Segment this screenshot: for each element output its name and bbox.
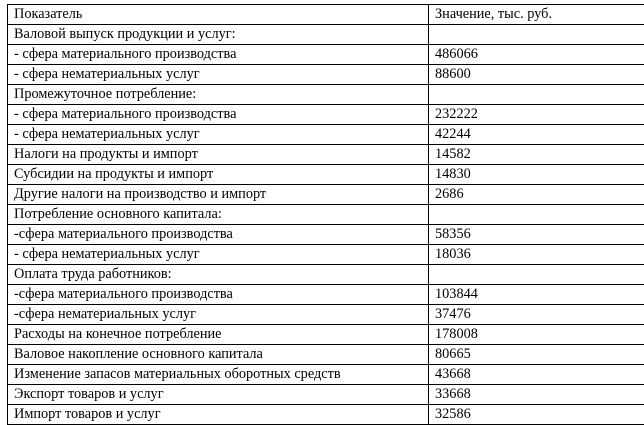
row-label-cell: -сфера материального производства: [8, 285, 429, 305]
table-row: [8, 345, 644, 365]
row-value-cell: 14830: [429, 165, 644, 185]
table-row: [8, 65, 644, 85]
row-value-cell: 43668: [429, 365, 644, 385]
table-row: [8, 25, 644, 45]
row-label-cell: Другие налоги на производство и импорт: [8, 185, 429, 205]
row-value-cell: 103844: [429, 285, 644, 305]
table-row: [8, 125, 644, 145]
row-value-cell: 88600: [429, 65, 644, 85]
row-value-cell: 42244: [429, 125, 644, 145]
row-value-cell: 178008: [429, 325, 644, 345]
header-label-cell: Показатель: [8, 5, 429, 25]
row-label-cell: - сфера нематериальных услуг: [8, 125, 429, 145]
header-value-cell: Значение, тыс. руб.: [429, 5, 644, 25]
table-row: [8, 185, 644, 205]
row-value-cell: 2686: [429, 185, 644, 205]
table-row: [8, 365, 644, 385]
row-label-cell: Потребление основного капитала:: [8, 205, 429, 225]
table-row: [8, 305, 644, 325]
row-label-cell: - сфера нематериальных услуг: [8, 65, 429, 85]
row-label-cell: Импорт товаров и услуг: [8, 405, 429, 425]
row-label-cell: Оплата труда работников:: [8, 265, 429, 285]
table-header-row: [8, 5, 644, 25]
row-value-cell: [429, 205, 644, 225]
row-value-cell: [429, 85, 644, 105]
row-label-cell: Промежуточное потребление:: [8, 85, 429, 105]
table-row: [8, 385, 644, 405]
row-value-cell: 32586: [429, 405, 644, 425]
row-label-cell: Субсидии на продукты и импорт: [8, 165, 429, 185]
row-value-cell: 33668: [429, 385, 644, 405]
row-label-cell: Валовое накопление основного капитала: [8, 345, 429, 365]
row-value-cell: 486066: [429, 45, 644, 65]
row-label-cell: -сфера нематериальных услуг: [8, 305, 429, 325]
row-label-cell: - сфера нематериальных услуг: [8, 245, 429, 265]
row-value-cell: 80665: [429, 345, 644, 365]
table-row: [8, 105, 644, 125]
row-label-cell: Налоги на продукты и импорт: [8, 145, 429, 165]
table-row: [8, 205, 644, 225]
row-label-cell: Изменение запасов материальных оборотных средств: [8, 365, 429, 385]
table-body: [8, 5, 644, 425]
row-value-cell: 14582: [429, 145, 644, 165]
table-row: [8, 245, 644, 265]
row-label-cell: -сфера материального производства: [8, 225, 429, 245]
table-row: [8, 225, 644, 245]
row-value-cell: [429, 265, 644, 285]
table-row: [8, 145, 644, 165]
row-label-cell: Экспорт товаров и услуг: [8, 385, 429, 405]
indicators-table: [7, 4, 644, 425]
row-value-cell: 37476: [429, 305, 644, 325]
row-label-cell: Расходы на конечное потребление: [8, 325, 429, 345]
row-value-cell: 18036: [429, 245, 644, 265]
table-row: [8, 165, 644, 185]
row-value-cell: [429, 25, 644, 45]
table-row: [8, 85, 644, 105]
row-label-cell: Валовой выпуск продукции и услуг:: [8, 25, 429, 45]
row-label-cell: - сфера материального производства: [8, 105, 429, 125]
table-row: [8, 325, 644, 345]
table-row: [8, 265, 644, 285]
table-row: [8, 405, 644, 425]
table-row: [8, 45, 644, 65]
table-row: [8, 285, 644, 305]
row-value-cell: 58356: [429, 225, 644, 245]
row-value-cell: 232222: [429, 105, 644, 125]
row-label-cell: - сфера материального производства: [8, 45, 429, 65]
